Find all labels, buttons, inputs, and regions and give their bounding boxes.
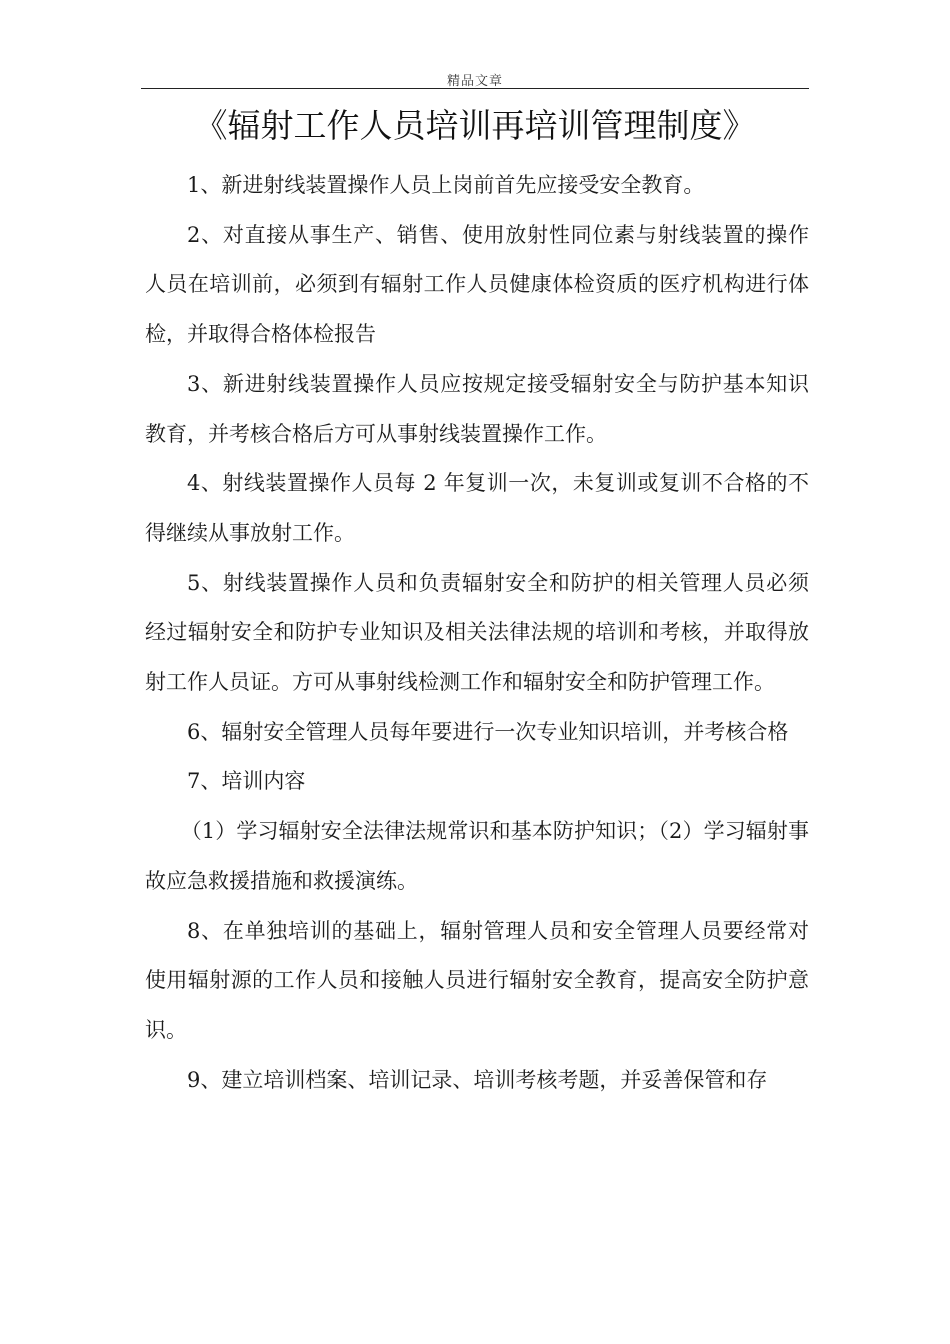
header-divider [141,88,809,89]
paragraph-9: 9、建立培训档案、培训记录、培训考核考题，并妥善保管和存 [187,1067,768,1092]
paragraph-4: 4、射线装置操作人员每 2 年复训一次，未复训或复训不合格的不得继续从事放射工作。 [145,471,809,545]
paragraph-6: 6、辐射安全管理人员每年要进行一次专业知识培训，并考核合格 [187,719,789,744]
paragraph-5: 5、射线装置操作人员和负责辐射安全和防护的相关管理人员必须经过辐射安全和防护专业知识及相关法律法规的培训和考核，并取得放射工作人员证。方可从事射线检测工作和辐射安全和防护管理工作。 [145,570,809,695]
document-body [145,161,809,1105]
paragraph-7-detail: （1）学习辐射安全法律法规常识和基本防护知识；（2）学习辐射事故应急救援措施和救援演练。 [145,819,809,893]
paragraph-8: 8、在单独培训的基础上，辐射管理人员和安全管理人员要经常对使用辐射源的工作人员和接触人员进行辐射安全教育，提高安全防护意识。 [145,918,809,1042]
page-header: 精品文章 [446,74,503,89]
paragraph-1: 1、新进射线装置操作人员上岗前首先应接受安全教育。 [187,173,705,197]
document-title: 《辐射工作人员培训再培训管理制度》 [194,106,756,145]
paragraph-7: 7、培训内容 [187,769,306,794]
paragraph-2: 2、对直接从事生产、销售、使用放射性同位素与射线装置的操作人员在培训前，必须到有辐射工作人员健康体检资质的医疗机构进行体检，并取得合格体检报告 [145,222,809,347]
paragraph-3: 3、新进射线装置操作人员应按规定接受辐射安全与防护基本知识教育，并考核合格后方可从事射线装置操作工作。 [145,371,809,446]
